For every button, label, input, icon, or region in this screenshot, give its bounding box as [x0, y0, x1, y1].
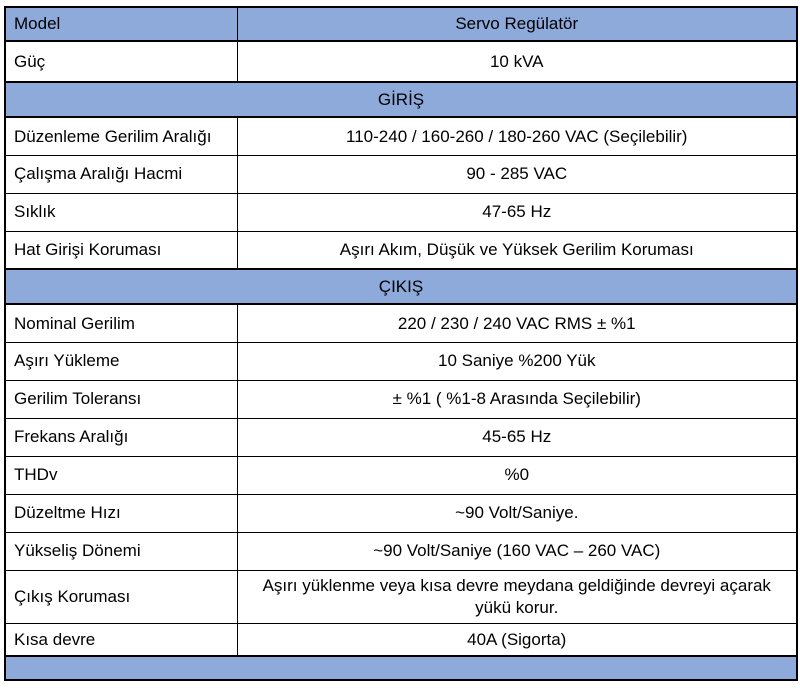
spec-table [4, 6, 798, 681]
spec-label-cell: Sıklık [5, 193, 237, 231]
spec-value-cell: 110-240 / 160-260 / 180-260 VAC (Seçilebilir) [237, 117, 797, 155]
table-row [5, 532, 797, 570]
spec-label-cell: Aşırı Yükleme [5, 342, 237, 380]
spec-value-cell: ~90 Volt/Saniye. [237, 494, 797, 532]
table-row [5, 456, 797, 494]
section-row-cutoff [5, 656, 797, 680]
section-title: GİRİŞ [5, 82, 797, 117]
spec-value-cell: 45-65 Hz [237, 418, 797, 456]
table-row [5, 117, 797, 155]
section-title: ÇIKIŞ [5, 269, 797, 304]
table-row [5, 623, 797, 656]
spec-value-cell: ± %1 ( %1-8 Arasında Seçilebilir) [237, 380, 797, 418]
spec-value-cell: ~90 Volt/Saniye (160 VAC – 260 VAC) [237, 532, 797, 570]
spec-label-cell: Gerilim Toleransı [5, 380, 237, 418]
spec-label-cell: Çalışma Aralığı Hacmi [5, 155, 237, 193]
spec-value-cell: 90 - 285 VAC [237, 155, 797, 193]
spec-label-cell: Hat Girişi Koruması [5, 231, 237, 269]
table-row [5, 231, 797, 269]
spec-value-cell: 40A (Sigorta) [237, 623, 797, 656]
section-row-giris [5, 82, 797, 117]
table-row [5, 570, 797, 623]
spec-label-cell: Nominal Gerilim [5, 304, 237, 342]
table-row [5, 380, 797, 418]
spec-value-cell: %0 [237, 456, 797, 494]
spec-value-cell: 220 / 230 / 240 VAC RMS ± %1 [237, 304, 797, 342]
spec-label-cell: Çıkış Koruması [5, 570, 237, 623]
spec-value-cell: Aşırı yüklenme veya kısa devre meydana geldiğinde devreyi açarak yükü korur. [237, 570, 797, 623]
table-row [5, 494, 797, 532]
spec-label-cell: Düzeltme Hızı [5, 494, 237, 532]
spec-value-cell: 10 kVA [237, 41, 797, 82]
table-row [5, 304, 797, 342]
spec-label-cell: Düzenleme Gerilim Aralığı [5, 117, 237, 155]
spec-label-cell: Güç [5, 41, 237, 82]
table-row [5, 342, 797, 380]
table-row-guc [5, 41, 797, 82]
spec-value-cell: 47-65 Hz [237, 193, 797, 231]
spec-value-cell: Aşırı Akım, Düşük ve Yüksek Gerilim Koruması [237, 231, 797, 269]
spec-value-cell: Servo Regülatör [237, 7, 797, 41]
section-bar [5, 656, 797, 680]
spec-label-cell: Model [5, 7, 237, 41]
spec-label-cell: Yükseliş Dönemi [5, 532, 237, 570]
spec-label-cell: Kısa devre [5, 623, 237, 656]
spec-label-cell: THDv [5, 456, 237, 494]
table-row [5, 193, 797, 231]
spec-label-cell: Frekans Aralığı [5, 418, 237, 456]
spec-value-cell: 10 Saniye %200 Yük [237, 342, 797, 380]
table-row-model [5, 7, 797, 41]
section-row-cikis [5, 269, 797, 304]
table-row [5, 418, 797, 456]
table-row [5, 155, 797, 193]
